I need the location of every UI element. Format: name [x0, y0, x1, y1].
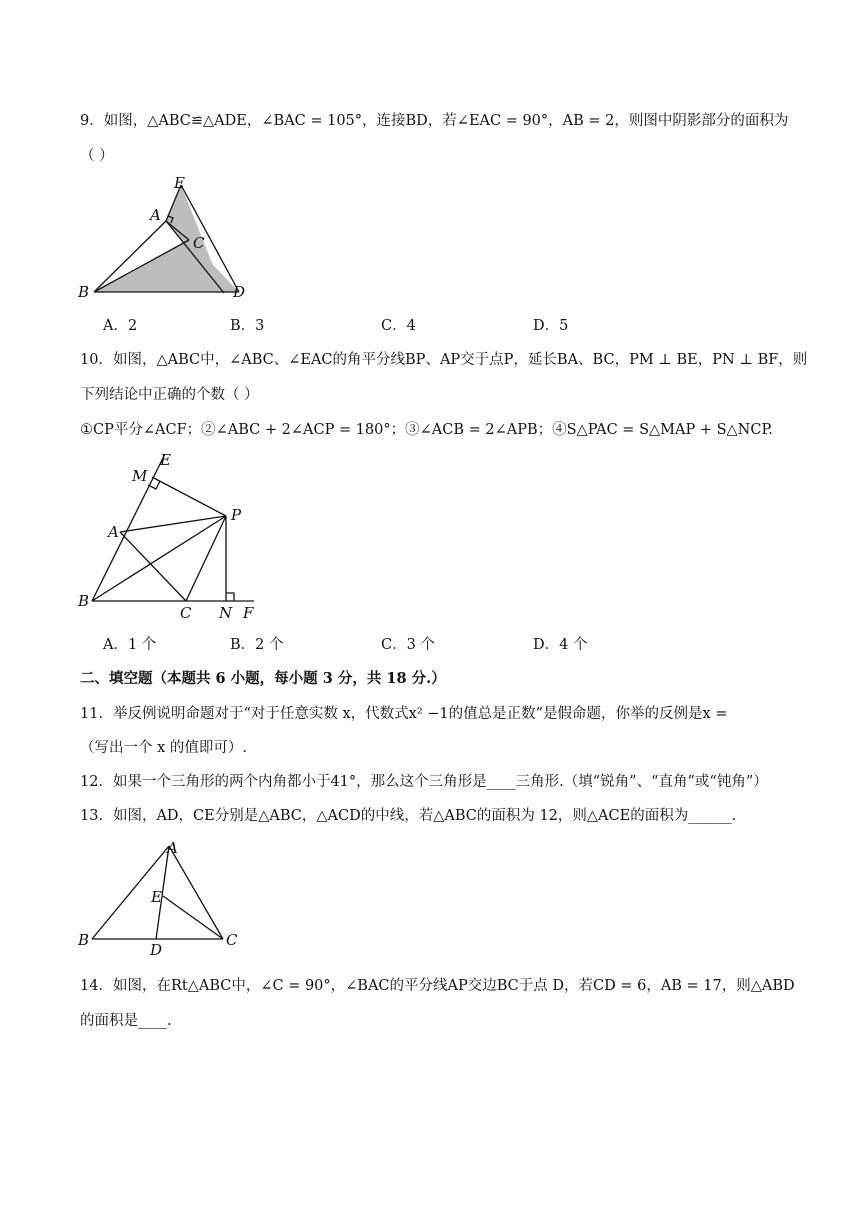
q10-label-B: B [78, 592, 90, 610]
q10-label-F: F [243, 604, 254, 622]
q10-figure [70, 445, 270, 623]
q9-option-d: D．5 [533, 318, 569, 334]
q13-label-B: B [78, 931, 90, 949]
q9-option-c: C．4 [381, 318, 416, 334]
q13-label-C: C [226, 931, 238, 949]
q12-line1: 12．如果一个三角形的两个内角都小于41°，那么这个三角形是____三角形.（填“锐角”、“直角”或“钝角”） [80, 774, 768, 790]
q9-label-A: A [150, 206, 161, 224]
q13-label-D: D [150, 941, 163, 956]
q10-statements: ①CP平分∠ACF；②∠ABC + 2∠ACP = 180°；③∠ACB = 2∠APB；④S△PAC = S△MAP + S△NCP. [80, 422, 773, 438]
q10-label-P: P [231, 506, 242, 524]
q9-stem-line1: 9．如图，△ABC≌△ADE，∠BAC = 105°，连接BD，若∠EAC = 90°，AB = 2，则图中阴影部分的面积为 [80, 113, 789, 129]
q10-option-c: C．3 个 [381, 637, 435, 653]
q9-label-E: E [174, 174, 185, 192]
q10-stem-line2: 下列结论中正确的个数（ ） [80, 387, 259, 403]
q10-option-b: B．2 个 [230, 637, 284, 653]
q13-label-E: E [151, 888, 162, 906]
q13-line1: 13．如图，AD，CE分别是△ABC，△ACD的中线，若△ABC的面积为 12，则△ACE的面积为______. [80, 808, 737, 824]
q9-option-a: A．2 [103, 318, 138, 334]
q9-figure [70, 168, 260, 308]
q10-label-N: N [219, 604, 233, 622]
q10-label-C: C [180, 604, 192, 622]
q9-option-b: B．3 [230, 318, 265, 334]
section2-title: 二、填空题（本题共 6 小题，每小题 3 分，共 18 分.） [80, 670, 446, 687]
q9-stem-line2: （ ） [80, 148, 114, 164]
q9-label-C: C [193, 234, 205, 252]
q13-figure [70, 838, 250, 956]
q14-line1: 14．如图，在Rt△ABC中，∠C = 90°，∠BAC的平分线AP交边BC于点 D，若CD = 6，AB = 17，则△ABD [80, 978, 795, 994]
q10-label-A: A [108, 523, 119, 541]
q9-label-D: D [233, 283, 246, 301]
q13-label-A: A [167, 839, 178, 857]
q14-line2: 的面积是____. [80, 1013, 172, 1029]
q10-label-M: M [132, 467, 148, 485]
q10-option-d: D．4 个 [533, 637, 588, 653]
q10-option-a: A．1 个 [103, 637, 157, 653]
q11-line2: （写出一个 x 的值即可）. [80, 740, 248, 756]
q9-label-B: B [78, 283, 90, 301]
q11-line1: 11．举反例说明命题对于“对于任意实数 x，代数式x² −1的值总是正数”是假命题，你举的反例是x = [80, 706, 728, 722]
q10-stem-line1: 10．如图，△ABC中，∠ABC、∠EAC的角平分线BP、AP交于点P，延长BA、BC，PM ⊥ BE，PN ⊥ BF，则 [80, 352, 808, 368]
q10-label-E: E [160, 451, 171, 469]
